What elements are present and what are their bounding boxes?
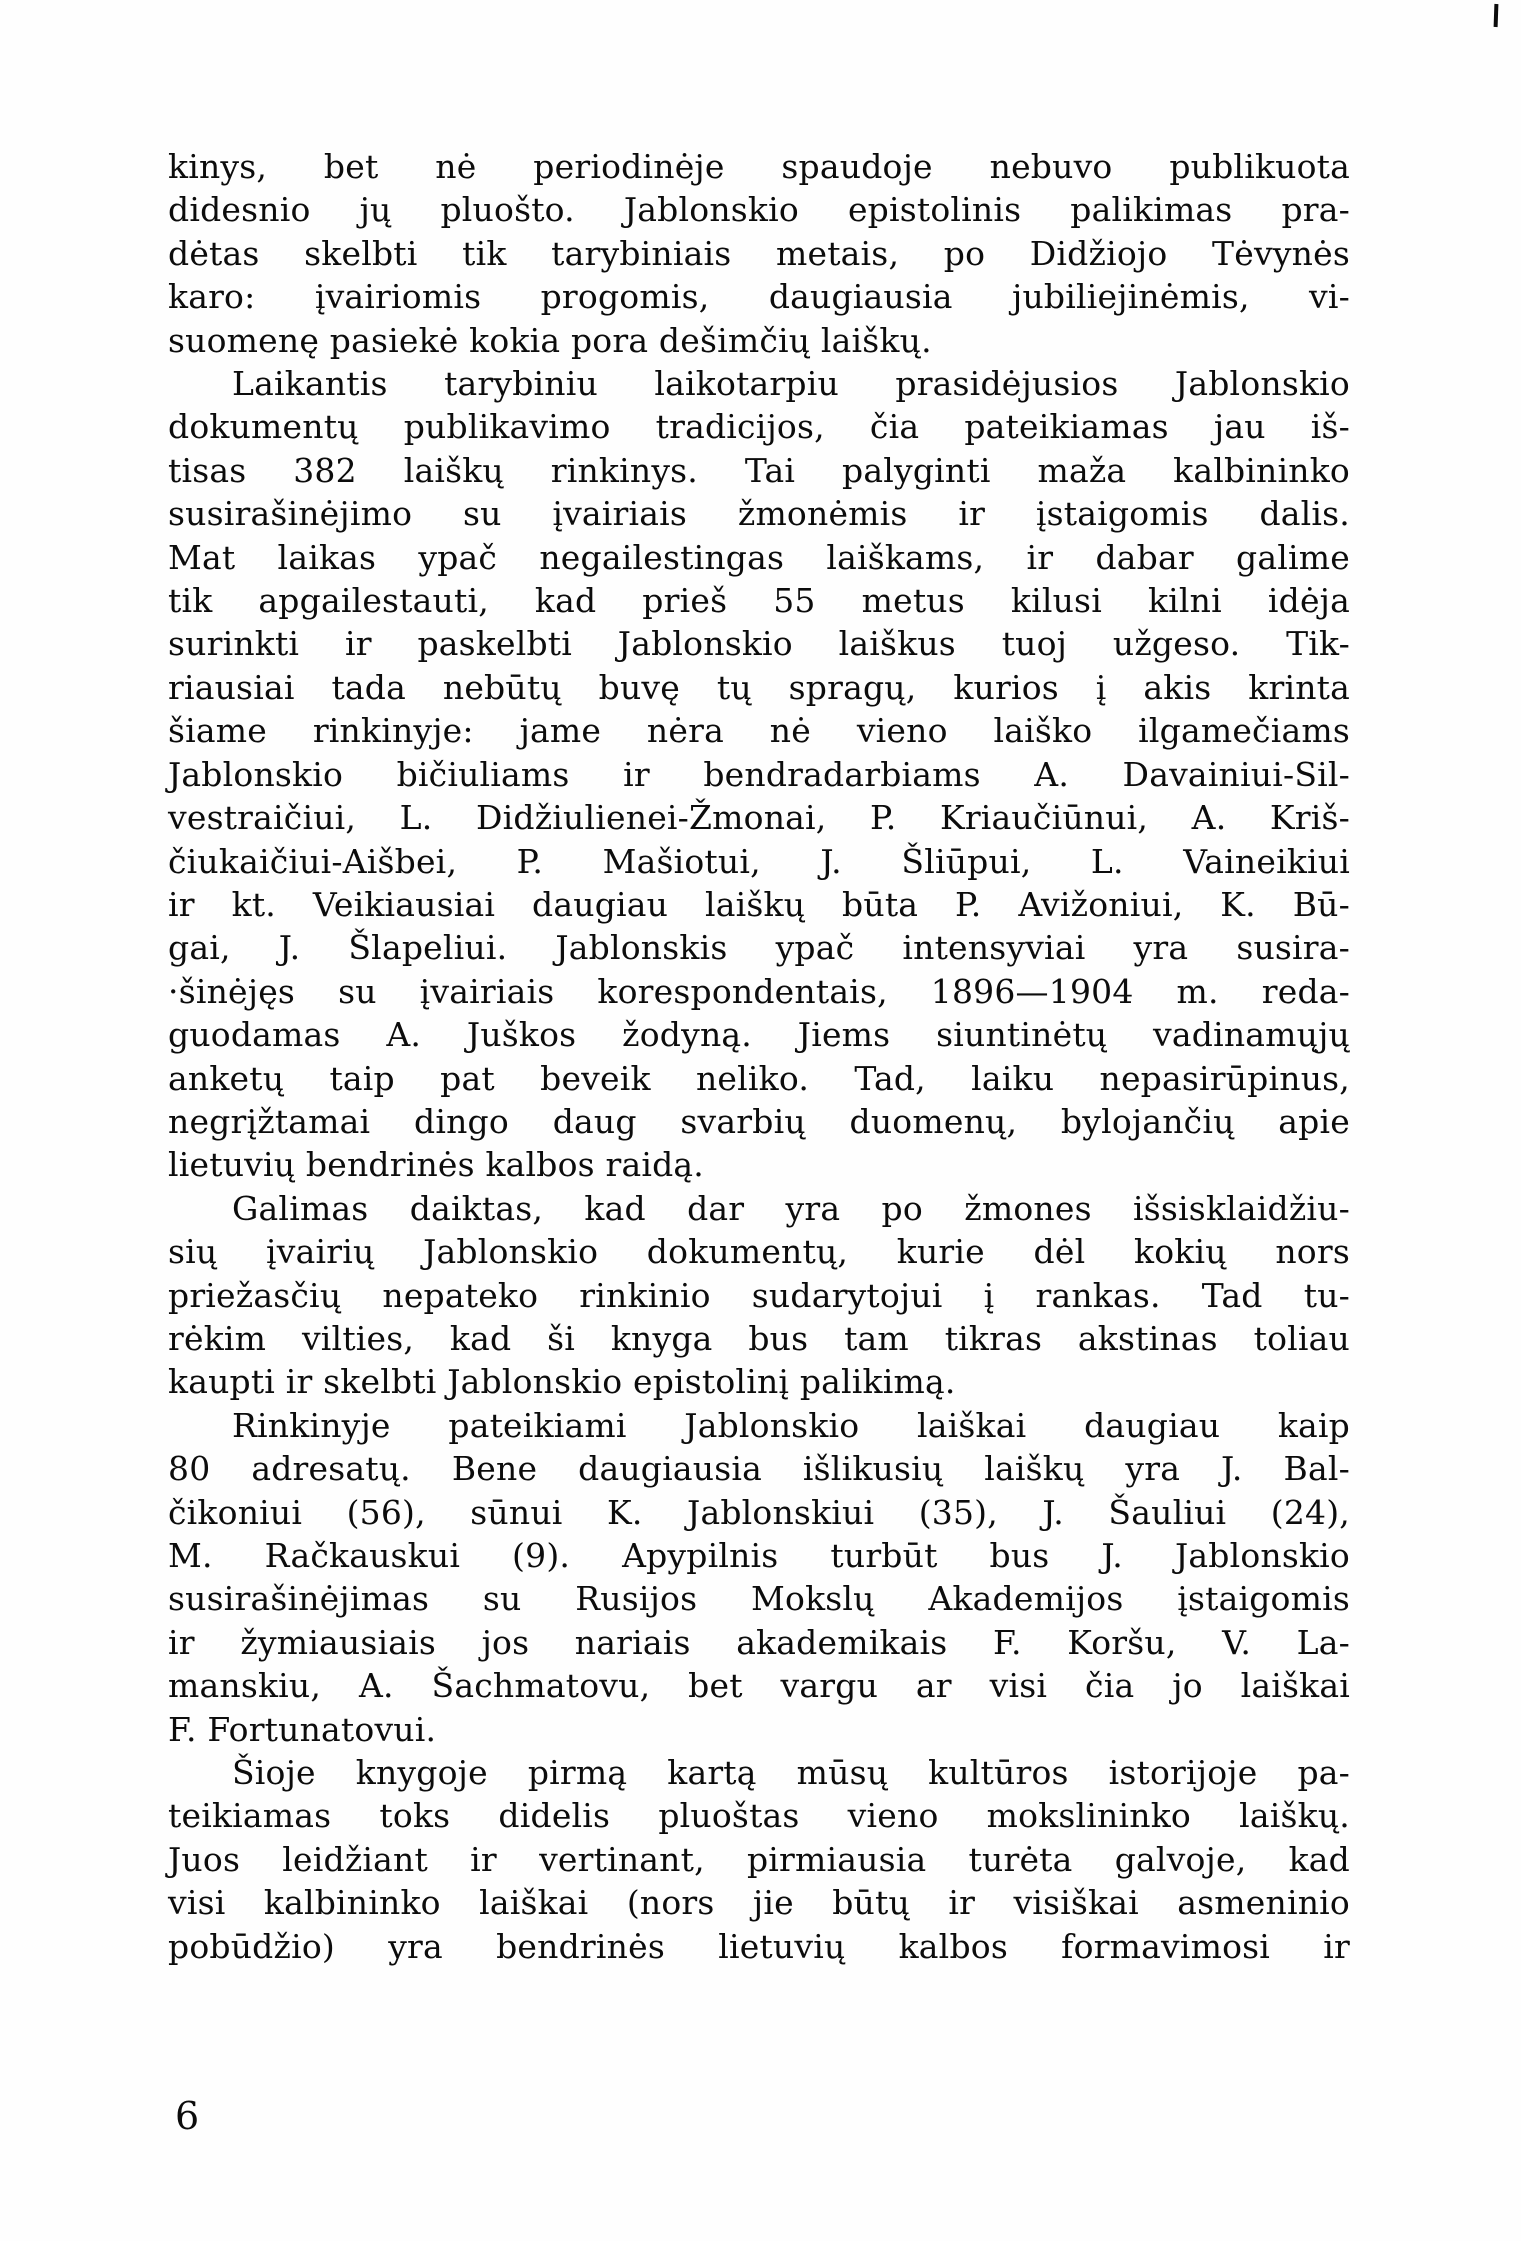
text-line: čikoniui (56), sūnui K. Jablonskiui (35), J. Šauliui (24),	[168, 1492, 1350, 1532]
text-line: guodamas A. Juškos žodyną. Jiems siuntinėtų vadinamųjų	[168, 1015, 1350, 1055]
text-line: anketų taip pat beveik neliko. Tad, laiku nepasirūpinus,	[168, 1058, 1350, 1098]
text-line: rėkim vilties, kad ši knyga bus tam tikras akstinas toliau	[168, 1318, 1350, 1358]
text-line: manskiu, A. Šachmatovu, bet vargu ar visi čia jo laiškai	[168, 1666, 1350, 1706]
text-line: 80 adresatų. Bene daugiausia išlikusių laiškų yra J. Bal-	[168, 1449, 1350, 1489]
text-line: priežasčių nepateko rinkinio sudarytojui į rankas. Tad tu-	[168, 1275, 1350, 1315]
text-line: Laikantis tarybiniu laikotarpiu prasidėjusios Jablonskio	[232, 364, 1350, 404]
text-line: susirašinėjimo su įvairiais žmonėmis ir įstaigomis dalis.	[168, 494, 1350, 534]
text-line: didesnio jų pluošto. Jablonskio epistolinis palikimas pra-	[168, 190, 1350, 230]
text-line: M. Račkauskui (9). Apypilnis turbūt bus J. Jablonskio	[168, 1536, 1350, 1575]
text-line: riausiai tada nebūtų buvę tų spragų, kurios į akis krinta	[168, 667, 1350, 707]
text-line: šiame rinkinyje: jame nėra nė vieno laiško ilgamečiams	[168, 711, 1350, 751]
text-line: ir kt. Veikiausiai daugiau laiškų būta P. Avižoniui, K. Bū-	[168, 884, 1350, 924]
text-line: karo: įvairiomis progomis, daugiausia jubiliejinėmis, vi-	[168, 277, 1350, 317]
text-line: Juos leidžiant ir vertinant, pirmiausia turėta galvoje, kad	[168, 1839, 1350, 1879]
text-line: suomenę pasiekė kokia pora dešimčių laiškų.	[168, 320, 932, 360]
text-line: surinkti ir paskelbti Jablonskio laiškus tuoj užgeso. Tik-	[168, 624, 1350, 664]
text-line: teikiamas toks didelis pluoštas vieno mokslininko laiškų.	[168, 1796, 1350, 1836]
text-line: dokumentų publikavimo tradicijos, čia pateikiamas jau iš-	[168, 407, 1350, 447]
text-line: susirašinėjimas su Rusijos Mokslų Akademijos įstaigomis	[168, 1579, 1350, 1619]
text-line: Rinkinyje pateikiami Jablonskio laiškai daugiau kaip	[232, 1405, 1350, 1445]
paragraph	[168, 362, 1350, 1187]
text-line: lietuvių bendrinės kalbos raidą.	[168, 1145, 704, 1185]
text-line: Galimas daiktas, kad dar yra po žmones išsisklaidžiu-	[232, 1188, 1350, 1228]
text-line: kinys, bet nė periodinėje spaudoje nebuvo publikuota	[168, 147, 1350, 186]
scan-artifact-mark	[1494, 4, 1499, 27]
text-line: Mat laikas ypač negailestingas laiškams, ir dabar galime	[168, 537, 1350, 577]
text-line: Jablonskio bičiuliams ir bendradarbiams A. Davainiui-Sil-	[168, 754, 1350, 794]
paragraph	[168, 1187, 1350, 1404]
text-line: tik apgailestauti, kad prieš 55 metus kilusi kilni idėja	[168, 581, 1350, 621]
text-line: Šioje knygoje pirmą kartą mūsų kultūros istorijoje pa-	[232, 1753, 1350, 1793]
text-line: F. Fortunatovui.	[168, 1709, 437, 1749]
text-line: čiukaičiui-Aišbei, P. Mašiotui, J. Šliūpui, L. Vaineikiui	[168, 841, 1350, 881]
text-line: kaupti ir skelbti Jablonskio epistolinį palikimą.	[168, 1362, 956, 1402]
page-number: 6	[175, 2094, 200, 2138]
text-line: visi kalbininko laiškai (nors jie būtų ir visiškai asmeninio	[168, 1883, 1350, 1923]
text-line: ir žymiausiais jos nariais akademikais F. Koršu, V. La-	[168, 1622, 1350, 1662]
text-line: ·šinėjęs su įvairiais korespondentais, 1896—1904 m. reda-	[168, 971, 1350, 1011]
text-line: tisas 382 laiškų rinkinys. Tai palyginti maža kalbininko	[168, 450, 1350, 490]
paragraph	[168, 145, 1350, 362]
text-line: negrįžtamai dingo daug svarbių duomenų, bylojančių apie	[168, 1101, 1350, 1141]
paragraph	[168, 1404, 1350, 1751]
text-line: dėtas skelbti tik tarybiniais metais, po Didžiojo Tėvynės	[168, 233, 1350, 273]
body-text	[168, 145, 1350, 1968]
text-line: vestraičiui, L. Didžiulienei-Žmonai, P. Kriaučiūnui, A. Kriš-	[168, 798, 1350, 838]
text-line: pobūdžio) yra bendrinės lietuvių kalbos formavimosi ir	[168, 1926, 1350, 1966]
text-line: sių įvairių Jablonskio dokumentų, kurie dėl kokių nors	[168, 1232, 1350, 1272]
paragraph	[168, 1751, 1350, 1968]
text-line: gai, J. Šlapeliui. Jablonskis ypač intensyviai yra susira-	[168, 928, 1350, 968]
